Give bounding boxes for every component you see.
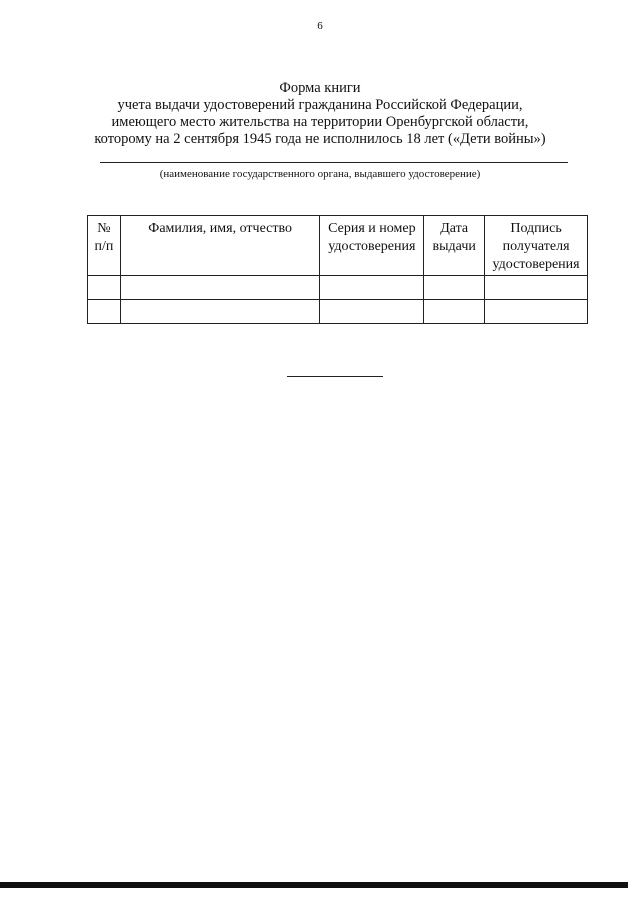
table-cell [485,276,588,300]
org-name-fill-line [100,162,568,163]
table-row [88,276,588,300]
header-text: получателя [502,239,570,254]
title-line: учета выдачи удостоверений гражданина Российской Федерации, [117,97,523,113]
register-table [87,215,588,324]
header-text: Подпись [510,221,562,236]
title-line: которому на 2 сентября 1945 года не исполнилось 18 лет («Дети войны») [94,131,546,147]
header-text: удостоверения [492,257,580,272]
table-cell [424,300,485,324]
table-header-row [88,216,588,276]
header-recipient-signature [485,216,588,276]
title-line: имеющего место жительства на территории Оренбургской области, [111,114,529,130]
form-title [60,80,580,148]
header-series-number [320,216,424,276]
header-number [88,216,121,276]
table-cell [120,300,320,324]
page-number: 6 [317,20,323,32]
table-cell [320,276,424,300]
header-text: Фамилия, имя, отчество [148,221,292,236]
header-text: Дата [440,221,469,236]
header-text: п/п [94,239,114,254]
table-cell [320,300,424,324]
header-text: выдачи [432,239,476,254]
closing-divider [287,376,383,377]
header-issue-date [424,216,485,276]
table-row [88,300,588,324]
header-text: удостоверения [328,239,416,254]
table-cell [120,276,320,300]
header-full-name [120,216,320,276]
table-cell [485,300,588,324]
header-text: Серия и номер [328,221,416,236]
page-bottom-border [0,882,628,888]
table-cell [424,276,485,300]
org-name-caption: (наименование государственного органа, выдавшего удостоверение) [159,168,481,180]
header-text: № [97,221,111,236]
title-line: Форма книги [279,80,361,96]
table-cell [88,300,121,324]
table-cell [88,276,121,300]
